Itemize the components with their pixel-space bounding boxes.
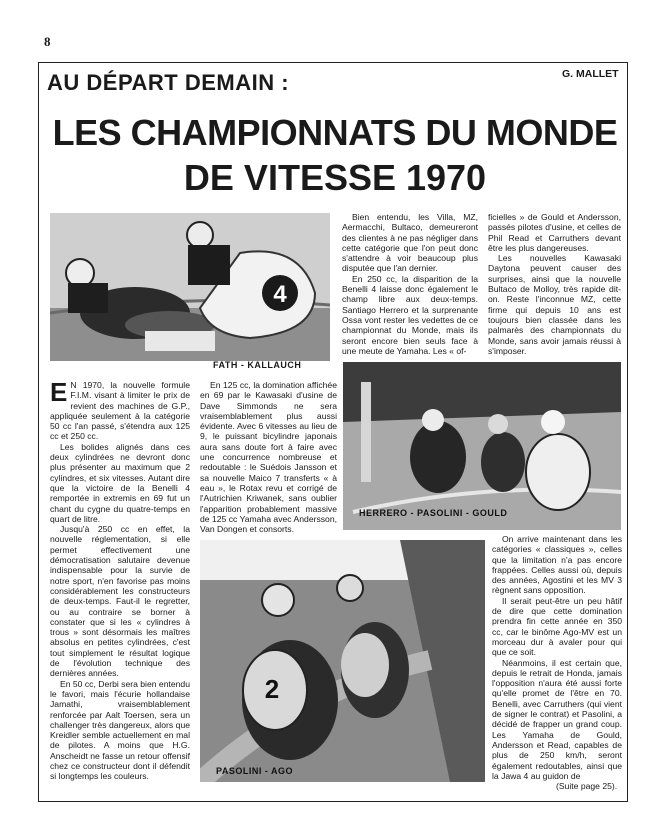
photo-sidecar (50, 213, 330, 361)
photo-three-riders (343, 362, 621, 530)
paragraph: Les bolides alignés dans ces deux cylindrées ne devront donc plus présenter au maximum que 2 cylindres, et six vitesses. Autant dire que la victoire de la Benelli 4 remportée in extremis en 69 fut un chant du cygne du quatre-temps en quart de litre. (50, 441, 190, 524)
two-riders-illustration (200, 540, 485, 782)
paragraph: Les nouvelles Kawasaki Daytona peuvent causer des surprises, ainsi que la nouvelle Bultaco de Molloy, très rapide dit-on. Reste l'inconnue MZ, cette firme qui depuis 10 ans est toujours bien classée dans les palmarès des championnats du Monde, sans avoir jamais réussi à s'imposer. (488, 253, 621, 356)
paragraph: On arrive maintenant dans les catégories « classiques », celles que la limitation n'a pas encore frappées. Celles aussi où, depuis des années, Agostini et les MV 3 règnent sans opposition. (492, 534, 622, 596)
headline-line-1: LES CHAMPIONNATS DU MONDE (52, 112, 618, 153)
sidecar-illustration (50, 213, 330, 361)
headline-line-2: DE VITESSE 1970 (183, 157, 487, 198)
article-column-2 (200, 380, 337, 534)
sidecar-number-plate: 4 (273, 281, 287, 308)
paragraph: En 125 cc, la domination affichée en 69 par le Kawasaki d'usine de Dave Simmonds ne sera vraisemblablement plus aussi évidente. Avec 6 vitesses au lieu de 9, le puissant bicylindre japonais aura sans doute fort à faire avec une concurrence nombreuse et redoutable : le Suédois Jansson et sa nouvelle Maico 7 transferts « à eau », le Rotax revu et corrigé de l'Autrichien Kriwanek, sans oublier l'apparition probablement massive de 125 cc Yamaha avec Andersson, Van Dongen et consorts. (200, 380, 337, 535)
caption-sidecar: FATH - KALLAUCH (213, 360, 302, 370)
kicker: AU DÉPART DEMAIN : (47, 70, 290, 95)
article-column-1 (50, 377, 190, 782)
rider-number-plate: 2 (264, 674, 280, 704)
article-column-3 (342, 212, 478, 356)
three-riders-illustration (343, 362, 621, 530)
caption-three-riders: HERRERO - PASOLINI - GOULD (359, 508, 508, 518)
paragraph: Jusqu'à 250 cc en effet, la nouvelle réglementation, si elle permet effectivement une démocratisation salutaire devenue indispensable pour la survie de notre sport, n'en favorise pas moins considérablement les constructeurs de deux-temps. Faut-il le regretter, ou au contraire se borner à constater que si les « cylindres à trous » sont désormais les maîtres absolus en petites cylindrées, c'est tout simplement le résultat logique de l'évolution technique des dernières années. (50, 524, 190, 679)
article-column-5 (492, 534, 622, 781)
paragraph: En 250 cc, la disparition de la Benelli 4 laisse donc également le champ libre aux deux-temps. Santiago Herrero et la surprenante Ossa vont rester les vedettes de ce championnat du Monde, mais ils seront encore bien seuls face à une meute de Yamaha. Les « of- (342, 273, 478, 356)
drop-cap: E (50, 377, 68, 407)
caption-two-riders: PASOLINI - AGO (216, 766, 294, 776)
paragraph: Bien entendu, les Villa, MZ, Aermacchi, Bultaco, demeureront des clientes à ne pas négliger dans cette catégorie que l'on peut donc s'attendre à voir beaucoup plus disputée que l'an dernier. (342, 212, 478, 274)
continuation-note: (Suite page 25). (556, 781, 618, 791)
page-number: 8 (44, 34, 51, 49)
author: G. MALLET (562, 68, 619, 80)
photo-two-riders (200, 540, 485, 782)
paragraph: En 50 cc, Derbi sera bien entendu le favori, mais l'écurie hollandaise Jamathi, vraisemblablement renforcée par Aalt Toersen, sera un challenger très dangereux, alors que Kreidler semble actuellement en mal de pilotes. A moins que H.G. Anscheidt ne fasse un retour offensif chez ce constructeur dont il défendit si longtemps les couleurs. (50, 678, 190, 782)
paragraph: E N 1970, la nouvelle formule F.I.M. visant à limiter le prix de revient des machines de G.P., appliquée seulement à la catégorie 50 cc l'an passé, s'étendra aux 125 cc et 250 cc. (50, 377, 190, 442)
paragraph: Il serait peut-être un peu hâtif de dire que cette domination prendra fin cette année en 350 cc, car le binôme Ago-MV est un morceau dur à avaler pour qui que ce soit. (492, 595, 622, 658)
paragraph: Néanmoins, il est certain que, depuis le retrait de Honda, jamais l'opposition n'aura été aussi forte qu'elle promet de l'être en 70. Benelli, avec Carruthers (qui vient de signer le contrat) et Pasolini, a décidé de frapper un grand coup. Les Yamaha de Gould, Andersson et Read, capables de plus de 250 km/h, seront également redoutables, ainsi que la Jawa 4 au guidon de (492, 657, 622, 781)
article-column-4 (488, 212, 621, 356)
paragraph: ficielles » de Gould et Andersson, passés pilotes d'usine, et celles de Phil Read et Carruthers devant être les plus dangereuses. (488, 212, 621, 253)
